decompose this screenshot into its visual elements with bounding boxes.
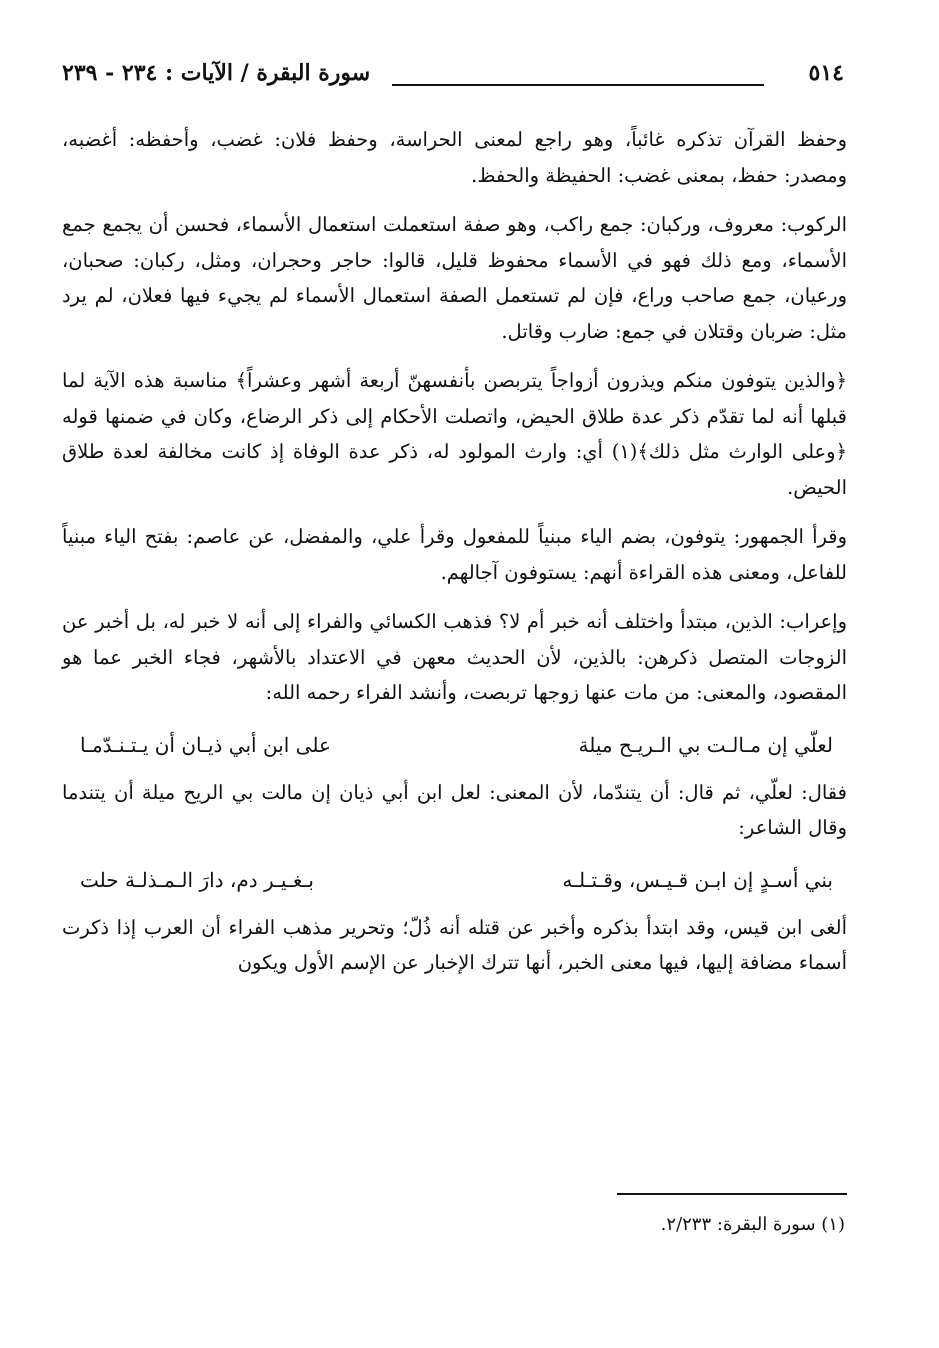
header-rule xyxy=(392,84,764,86)
paragraph-rukub: الركوب: معروف، وركبان: جمع راكب، وهو صفة استعملت استعمال الأسماء، فحسن أن يجمع جمع الأسماء، ومع ذلك فهو في الأسماء محفوظ قليل، قالوا: حاجر وحجران، ومثل، ركبان: صحبان، ورعيان، جمع صاحب وراع، فإن لم تستعمل الصفة استعمال الأسماء لم يجيء فيها فعلان، لم يرد مثل: ضربان وقتلان في جمع: ضارب وقاتل. xyxy=(62,213,847,343)
paragraph-final: ألغى ابن قيس، وقد ابتدأ بذكره وأخبر عن قتله أنه ذُلّ؛ وتحرير مذهب الفراء أن العرب إذا ذكرت أسماء مضافة إليها، فيها معنى الخبر، أنها تترك الإخبار عن الإسم الأول ويكون xyxy=(62,915,847,974)
paragraph-irab: وإعراب: الذين، مبتدأ واختلف أنه خبر أم لا؟ فذهب الكسائي والفراء إلى أنه لا خبر له، بل أخبر عن الزوجات المتصل ذكرهن: بالذين، لأن الحديث معهن في الاعتداد بالأشهر، فجاء الخبر عما هو المقصود، والمعنى: من مات عنها زوجها تربصت، وأنشد الفراء رحمه الله: xyxy=(62,610,847,704)
page-number: ٥١٤ xyxy=(808,60,844,86)
running-title: سورة البقرة / الآيات : ٢٣٤ - ٢٣٩ xyxy=(62,60,371,86)
footnote: (١) سورة البقرة: ٢/٢٣٣. xyxy=(660,1214,845,1235)
paragraph-verse-commentary: ﴿والذين يتوفون منكم ويذرون أزواجاً يتربصن بأنفسهنّ أربعة أشهر وعشراً﴾ مناسبة هذه الآية لما قبلها أنه لما تقدّم ذكر عدة طلاق الحيض، واتصلت الأحكام إلى ذكر الرضاع، وكان في ضمنها قوله ﴿وعلى الوارث مثل ذلك﴾(١) أي: وارث المولود له، ذكر عدة الوفاة إذ كانت مخالفة لعدة طلاق الحيض. xyxy=(62,369,847,499)
poetry-verse-1 xyxy=(62,725,847,765)
paragraph-after-verse-1: فقال: لعلّي، ثم قال: أن يتندّما، لأن المعنى: لعل ابن أبي ذيان إن مالت بي الريح ميلة أن يتندما وقال الشاعر: xyxy=(62,780,847,839)
poetry-verse-2 xyxy=(62,860,847,900)
page-header xyxy=(62,58,844,98)
verse-2-second-hemistich: بـغـيـر دم، دارَ الـمـذلـة حلت xyxy=(80,867,314,892)
paragraph-hifz: وحفظ القرآن تذكره غائباً، وهو راجع لمعنى الحراسة، وحفظ فلان: غضب، وأحفظه: أغضبه، ومصدر: حفظ، بمعنى غضب: الحفيظة والحفظ. xyxy=(62,128,847,187)
footnote-separator xyxy=(617,1193,847,1195)
main-text xyxy=(62,122,847,995)
paragraph-qiraa: وقرأ الجمهور: يتوفون، بضم الياء مبنياً للمفعول وقرأ علي، والمفضل، عن عاصم: بفتح الياء مبنياً للفاعل، ومعنى هذه القراءة أنهم: يستوفون آجالهم. xyxy=(62,525,847,584)
verse-1-second-hemistich: على ابن أبي ذيـان أن يـتـنـدّمـا xyxy=(80,732,331,757)
verse-2-first-hemistich: بني أسـدٍ إن ابـن قـيـس، وقـتـلـه xyxy=(562,867,833,892)
verse-1-first-hemistich: لعلّي إن مـالـت بي الـريـح ميلة xyxy=(578,732,833,757)
